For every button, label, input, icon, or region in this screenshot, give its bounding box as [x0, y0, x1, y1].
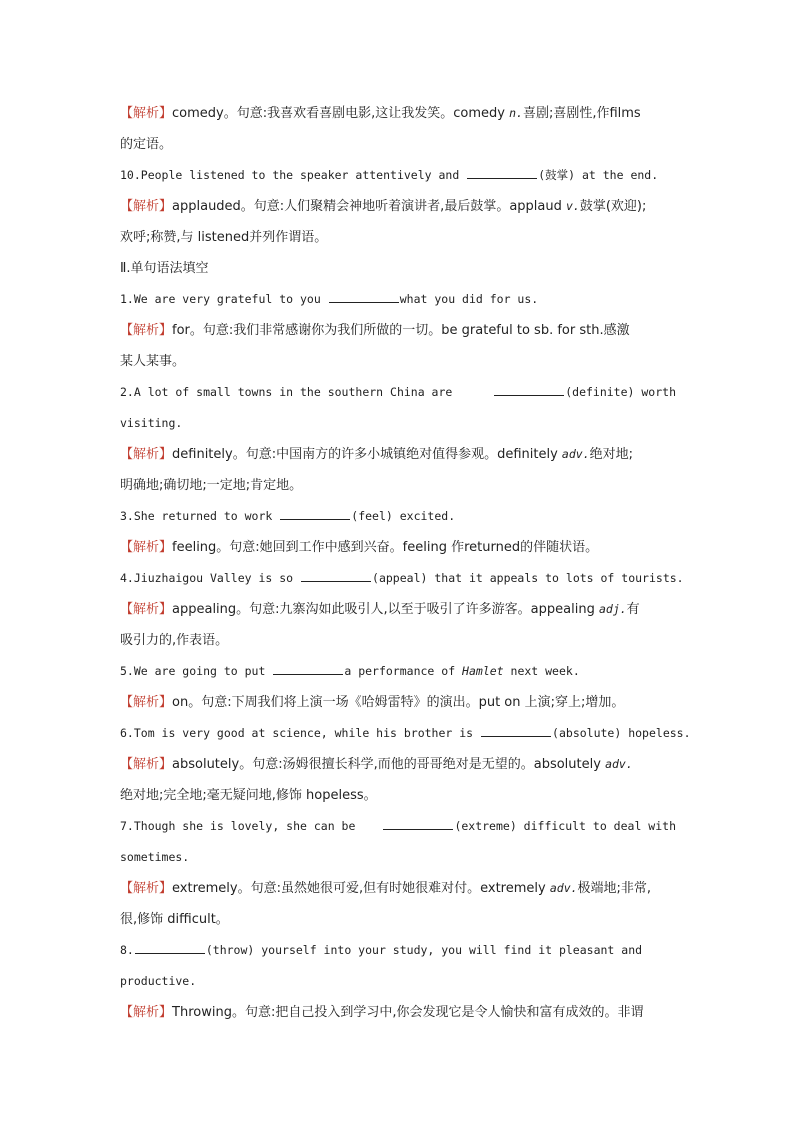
question-line: sometimes.	[120, 850, 190, 864]
question-line: 2.A lot of small towns in the southern China are (definite) worth	[120, 385, 676, 399]
answer-line: 绝对地;完全地;毫无疑问地,修饰 hopeless。	[120, 788, 377, 803]
answer-line: 欢呼;称赞,与 listened并列作谓语。	[120, 230, 328, 245]
answer-blank[interactable]	[273, 662, 343, 675]
answer-line: 【解析】absolutely。句意:汤姆很擅长科学,而他的哥哥绝对是无望的。absolutely adv.	[120, 757, 633, 772]
answer-line: 【解析】feeling。句意:她回到工作中感到兴奋。feeling 作returned的伴随状语。	[120, 540, 599, 555]
answer-line: 【解析】appealing。句意:九寨沟如此吸引人,以至于吸引了许多游客。appealing adj.有	[120, 602, 640, 617]
question-line: 5.We are going to put a performance of Hamlet next week.	[120, 664, 580, 678]
analysis-tag: 【解析】	[120, 881, 173, 896]
question-line: 8. (throw) yourself into your study, you will find it pleasant and	[120, 943, 643, 957]
question-line: 1.We are very grateful to you what you did for us.	[120, 292, 539, 306]
answer-line: 【解析】extremely。句意:虽然她很可爱,但有时她很难对付。extremely adv.极端地;非常,	[120, 881, 652, 896]
analysis-tag: 【解析】	[120, 106, 173, 121]
answer-line: 【解析】comedy。句意:我喜欢看喜剧电影,这让我发笑。comedy n.喜剧;喜剧性,作films	[120, 106, 641, 121]
answer-blank[interactable]	[481, 724, 551, 737]
question-line: 4.Jiuzhaigou Valley is so (appeal) that it appeals to lots of tourists.	[120, 571, 684, 585]
answer-line: 【解析】definitely。句意:中国南方的许多小城镇绝对值得参观。definitely adv.绝对地;	[120, 447, 634, 462]
analysis-tag: 【解析】	[120, 447, 173, 462]
answer-line: 明确地;确切地;一定地;肯定地。	[120, 478, 303, 493]
answer-blank[interactable]	[383, 817, 453, 830]
answer-line: 【解析】on。句意:下周我们将上演一场《哈姆雷特》的演出。put on 上演;穿上;增加。	[120, 695, 625, 710]
question-line: 7.Though she is lovely, she can be (extreme) difficult to deal with	[120, 819, 676, 833]
answer-line: 吸引力的,作表语。	[120, 633, 229, 648]
analysis-tag: 【解析】	[120, 199, 173, 214]
analysis-tag: 【解析】	[120, 757, 173, 772]
answer-blank[interactable]	[135, 941, 205, 954]
analysis-tag: 【解析】	[120, 323, 173, 338]
answer-blank[interactable]	[280, 507, 350, 520]
section-title: Ⅱ.单句语法填空	[120, 261, 209, 276]
analysis-tag: 【解析】	[120, 602, 173, 617]
answer-blank[interactable]	[467, 166, 537, 179]
question-line: visiting.	[120, 416, 183, 430]
answer-blank[interactable]	[329, 290, 399, 303]
document-page	[120, 98, 691, 1028]
analysis-tag: 【解析】	[120, 1005, 173, 1020]
answer-line: 某人某事。	[120, 354, 186, 369]
answer-blank[interactable]	[494, 383, 564, 396]
answer-line: 【解析】for。句意:我们非常感谢你为我们所做的一切。be grateful to sb. for sth.感激	[120, 323, 630, 338]
question-line: productive.	[120, 974, 197, 988]
question-line: 6.Tom is very good at science, while his brother is (absolute) hopeless.	[120, 726, 691, 740]
question-line: 3.She returned to work (feel) excited.	[120, 509, 456, 523]
question-line: 10.People listened to the speaker attentively and (鼓掌) at the end.	[120, 168, 659, 182]
answer-blank[interactable]	[301, 569, 371, 582]
analysis-tag: 【解析】	[120, 540, 173, 555]
analysis-tag: 【解析】	[120, 695, 173, 710]
answer-line: 的定语。	[120, 137, 173, 152]
answer-line: 很,修饰 difficult。	[120, 912, 229, 927]
answer-line: 【解析】Throwing。句意:把自己投入到学习中,你会发现它是令人愉快和富有成效的。非谓	[120, 1005, 644, 1020]
answer-line: 【解析】applauded。句意:人们聚精会神地听着演讲者,最后鼓掌。applaud v.鼓掌(欢迎);	[120, 199, 647, 214]
